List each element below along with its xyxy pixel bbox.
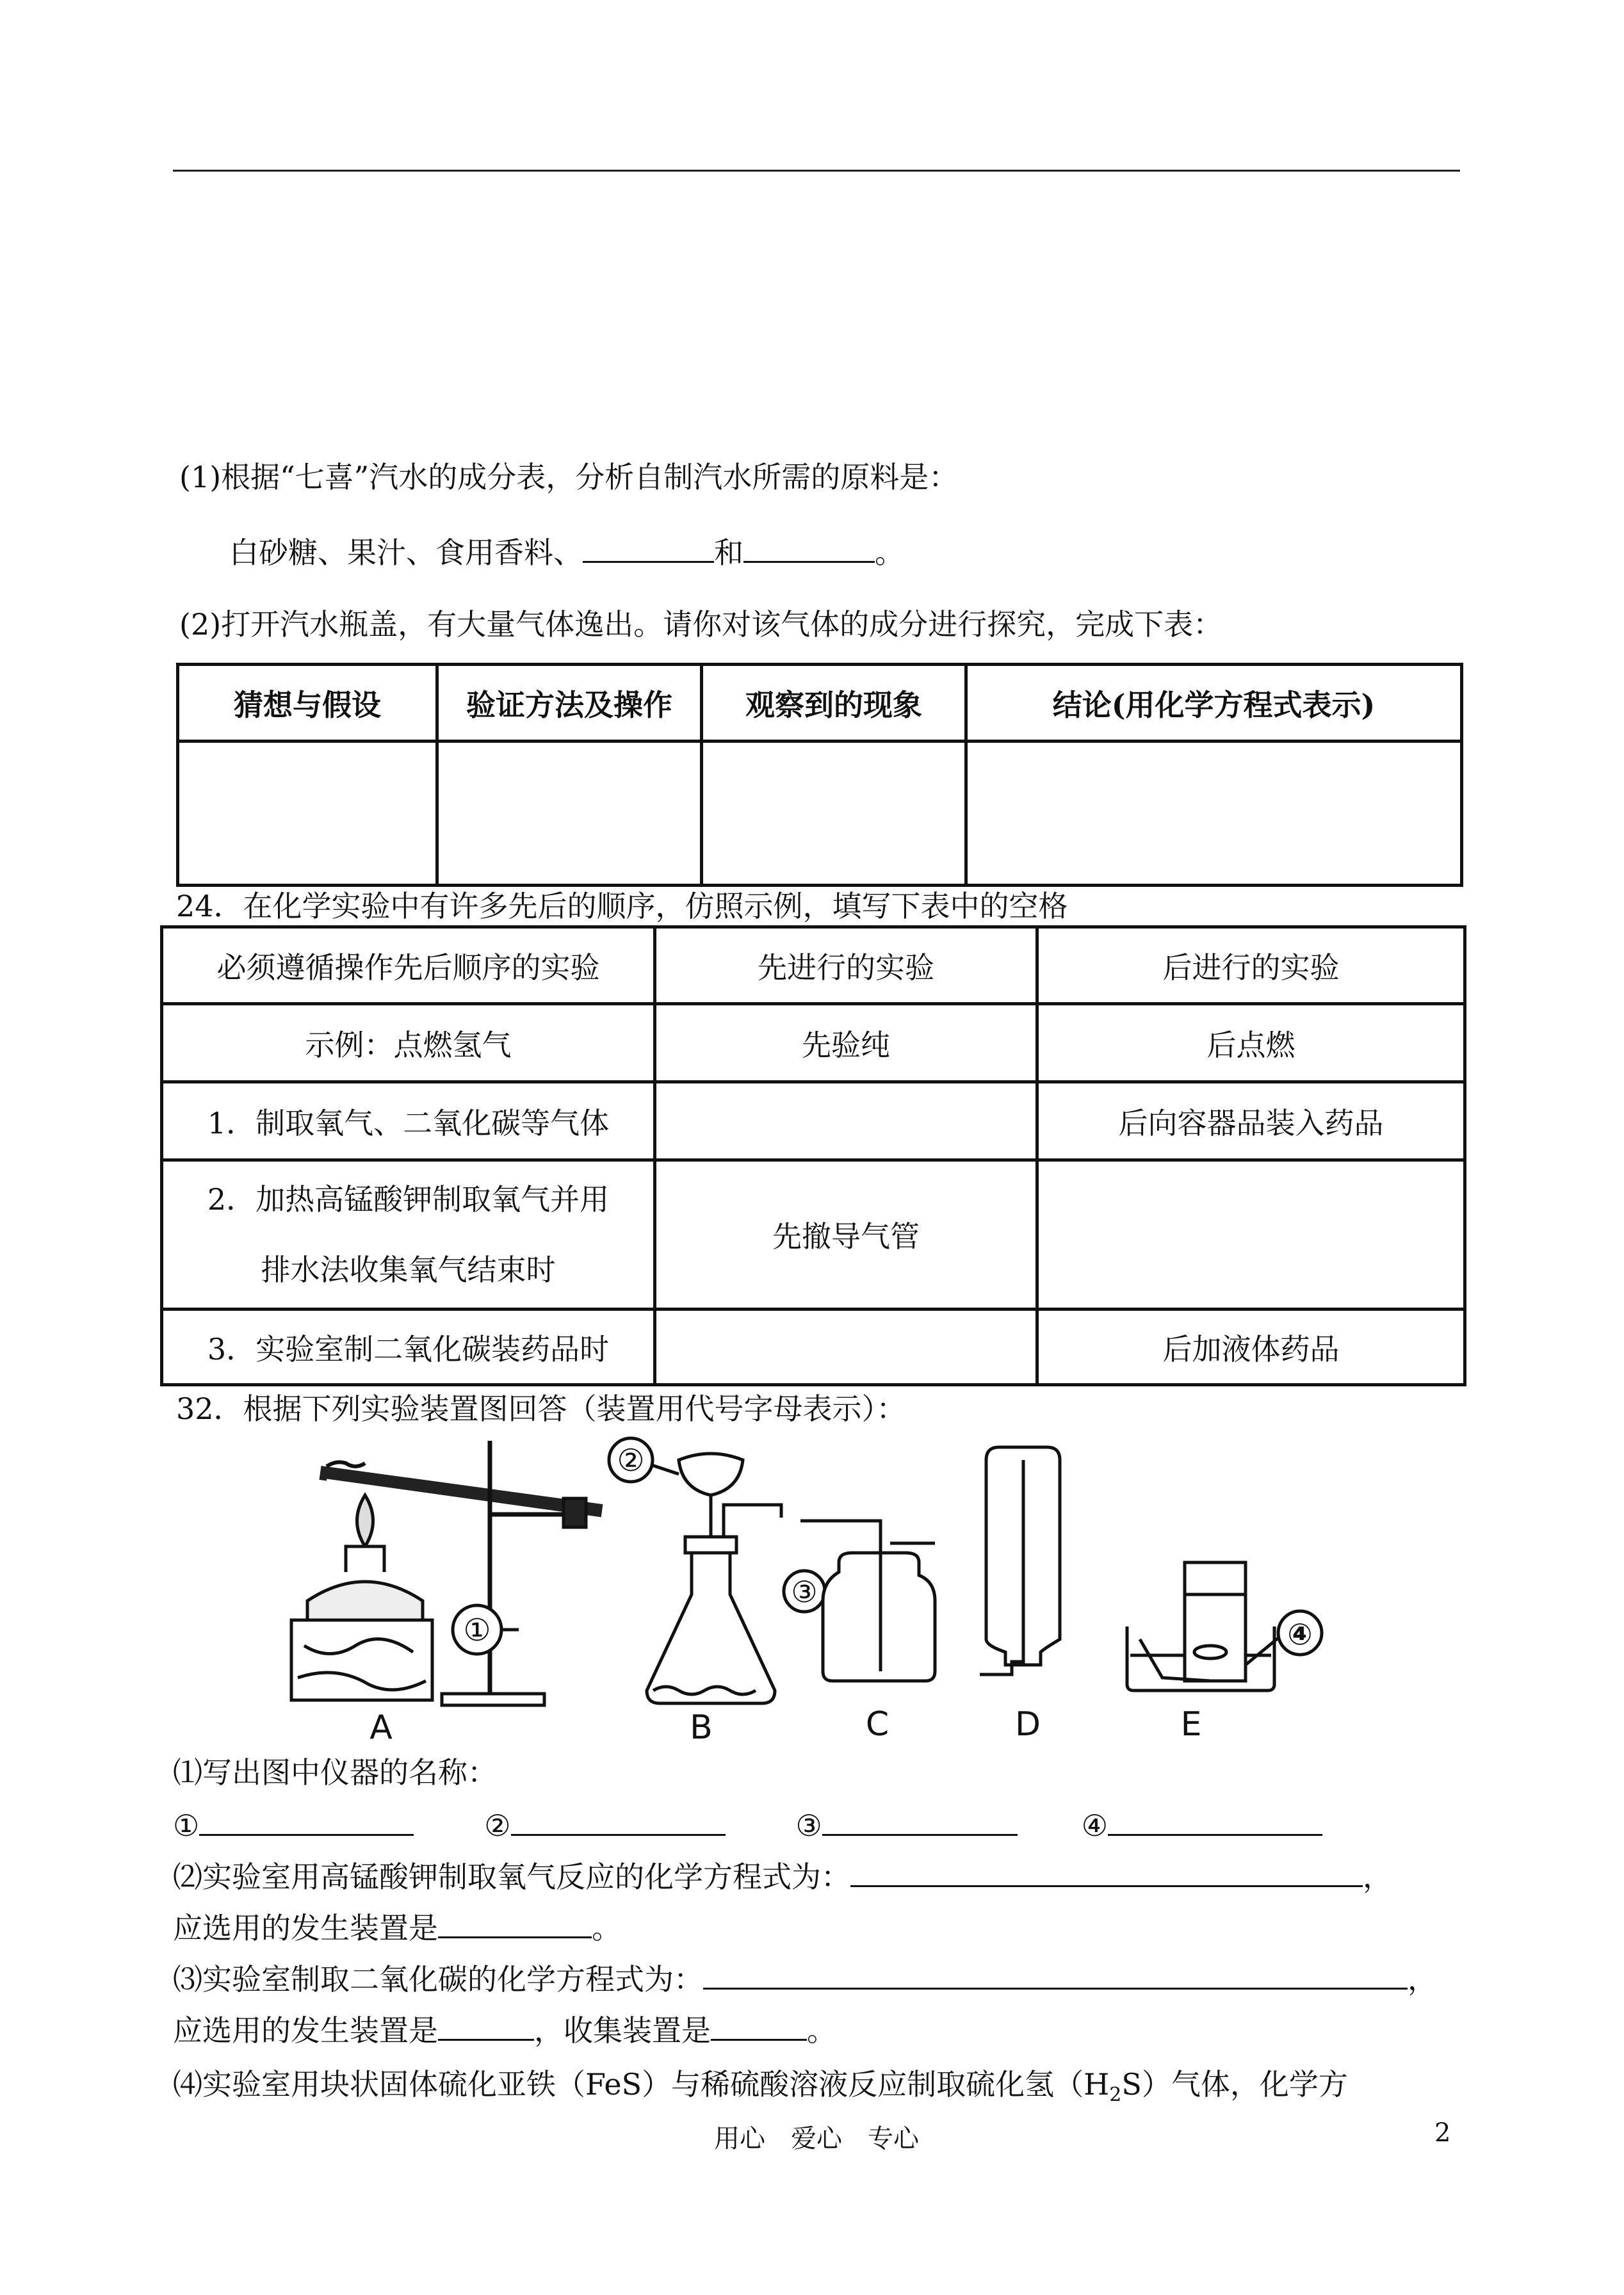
q23-ingredients-text: 白砂糖、果汁、食用香料、 [229, 535, 583, 570]
table-cell: 先撤导气管 [655, 1160, 1037, 1310]
table-cell-blank[interactable] [702, 742, 966, 886]
subscript: 2 [1109, 2084, 1122, 2107]
figure-number: ① [463, 1612, 491, 1648]
item-number: ④ [1081, 1808, 1108, 1843]
q32-s4-text2: S）气体，化学方 [1121, 2067, 1348, 2102]
q32-s3-line1 [173, 1958, 1437, 1999]
table-cell-blank[interactable] [178, 742, 437, 886]
q23-part1-line1: (1)根据“七喜”汽水的成分表，分析自制汽水所需的原料是： [179, 460, 959, 494]
table-cell [162, 1160, 655, 1310]
q24-order-table [160, 925, 1466, 1386]
table-cell: 1．制取氧气、二氧化碳等气体 [162, 1082, 655, 1160]
table-header: 必须遵循操作先后顺序的实验 [162, 927, 655, 1004]
answer-blank-instrument-4[interactable] [1108, 1804, 1322, 1836]
item-number: ① [173, 1808, 200, 1843]
q23-inquiry-table [176, 663, 1463, 887]
q32-s4-line [173, 2065, 1348, 2114]
header-rule [173, 170, 1460, 172]
figure-number: ④ [1287, 1617, 1313, 1651]
q32-s3-line2 [173, 2009, 836, 2050]
q24-title: 24．在化学实验中有许多先后的顺序，仿照示例，填写下表中的空格 [176, 889, 1068, 923]
answer-blank-instrument-2[interactable] [511, 1804, 726, 1836]
apparatus-figure [269, 1434, 1370, 1742]
q32-s2-text: ⑵实验室用高锰酸钾制取氧气反应的化学方程式为： [173, 1860, 850, 1894]
figure-label: A [369, 1708, 393, 1742]
answer-blank-1[interactable] [583, 531, 714, 563]
table-cell-line: 排水法收集氧气结束时 [261, 1253, 556, 1287]
answer-blank-equation-co2[interactable] [703, 1958, 1408, 1990]
q23-and-text: 和 [714, 535, 743, 570]
figure-label: E [1180, 1705, 1202, 1742]
footer-motto: 用心 爱心 专心 [714, 2124, 919, 2153]
answer-blank-collector-co2[interactable] [711, 2009, 807, 2041]
q32-s2-line1 [173, 1856, 1392, 1896]
q32-s4-text: ⑷实验室用块状固体硫化亚铁（FeS）与稀硫酸溶液反应制取硫化氢（H [173, 2067, 1110, 2102]
apparatus-e [1127, 1562, 1322, 1691]
table-header: 观察到的现象 [702, 665, 966, 742]
apparatus-b [609, 1438, 781, 1703]
answer-blank-2[interactable] [743, 531, 875, 563]
answer-blank-instrument-3[interactable] [822, 1804, 1018, 1836]
table-cell: 先验纯 [655, 1004, 1037, 1082]
figure-label: D [1014, 1705, 1041, 1742]
q23-part1-line2 [229, 531, 904, 572]
apparatus-d [980, 1447, 1060, 1675]
table-cell-blank[interactable] [1037, 1160, 1465, 1310]
table-header: 结论(用化学方程式表示) [966, 665, 1462, 742]
table-header: 后进行的实验 [1037, 927, 1465, 1004]
table-cell: 后加液体药品 [1037, 1310, 1465, 1385]
q32-s3-text3: ，收集装置是 [534, 2013, 711, 2048]
q32-s2-line2 [173, 1907, 621, 1947]
figure-number: ② [617, 1443, 645, 1479]
q23-part2-line: (2)打开汽水瓶盖，有大量气体逸出。请你对该气体的成分进行探究，完成下表： [179, 607, 1223, 642]
table-cell-blank[interactable] [655, 1082, 1037, 1160]
item-number: ② [484, 1808, 511, 1843]
q32-s2-text2: 应选用的发生装置是 [173, 1911, 438, 1945]
answer-blank-generator-o2[interactable] [438, 1907, 592, 1938]
apparatus-a [291, 1441, 602, 1705]
table-cell: 3．实验室制二氧化碳装药品时 [162, 1310, 655, 1385]
table-cell-blank[interactable] [437, 742, 702, 886]
item-number: ③ [795, 1808, 822, 1843]
figure-label: C [865, 1705, 889, 1742]
q32-s3-text: ⑶实验室制取二氧化碳的化学方程式为： [173, 1962, 703, 1997]
period: 。 [592, 1911, 621, 1945]
period: 。 [807, 2013, 836, 2048]
page-number: 2 [1434, 2118, 1451, 2148]
table-cell: 后向容器品装入药品 [1037, 1082, 1465, 1160]
table-cell: 后点燃 [1037, 1004, 1465, 1082]
q32-s1-blanks [173, 1804, 1322, 1845]
answer-blank-generator-co2[interactable] [438, 2009, 534, 2041]
answer-blank-equation-kmno4[interactable] [850, 1856, 1363, 1887]
table-cell-blank[interactable] [655, 1310, 1037, 1385]
figure-label: B [690, 1708, 713, 1742]
table-cell-line: 2．加热高锰酸钾制取氧气并用 [207, 1182, 610, 1217]
q32-title: 32．根据下列实验装置图回答（装置用代号字母表示）： [176, 1391, 906, 1426]
table-cell: 示例：点燃氢气 [162, 1004, 655, 1082]
comma: ， [1408, 1962, 1437, 1997]
table-cell-blank[interactable] [966, 742, 1462, 886]
q32-s3-text2: 应选用的发生装置是 [173, 2013, 438, 2048]
apparatus-c [784, 1521, 935, 1681]
figure-number: ③ [791, 1575, 818, 1609]
q32-s1: ⑴写出图中仪器的名称： [173, 1755, 497, 1790]
q23-period: 。 [875, 535, 904, 570]
table-header: 先进行的实验 [655, 927, 1037, 1004]
answer-blank-instrument-1[interactable] [199, 1804, 414, 1836]
table-header: 验证方法及操作 [437, 665, 702, 742]
table-header: 猜想与假设 [178, 665, 437, 742]
comma: ， [1363, 1860, 1392, 1894]
